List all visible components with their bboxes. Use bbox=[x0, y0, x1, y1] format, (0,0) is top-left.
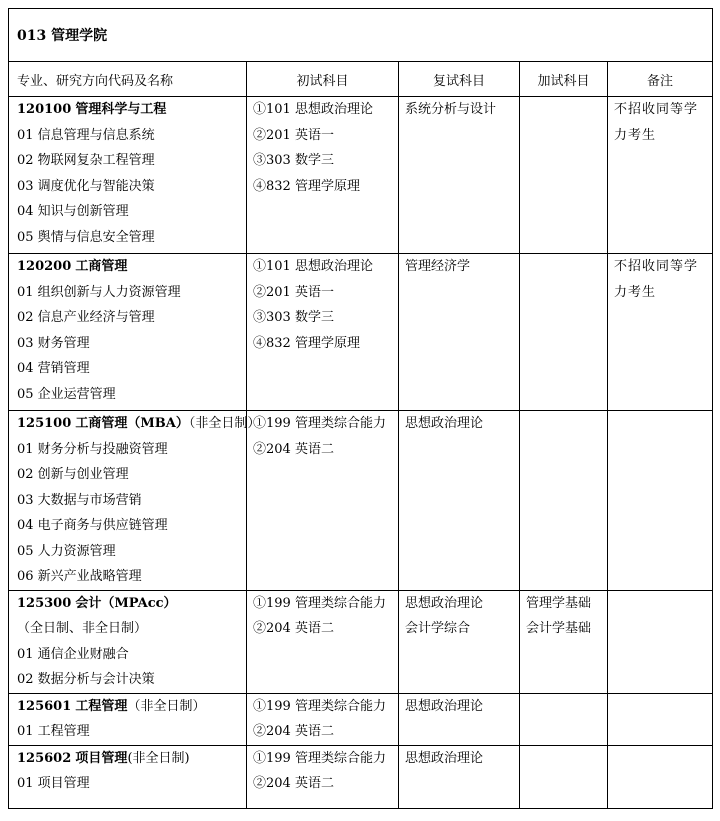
major-heading bbox=[9, 746, 246, 772]
header-row bbox=[9, 62, 713, 97]
direction-item: 04 营销管理 bbox=[17, 361, 90, 376]
table-row bbox=[9, 693, 713, 745]
direction-item: 01 通信企业财融合 bbox=[17, 646, 129, 662]
retest-cell bbox=[399, 97, 520, 254]
major-code: 125100 bbox=[17, 416, 72, 431]
major-name: 工程管理 bbox=[75, 698, 128, 714]
initial-exam-item: ②204 英语二 bbox=[253, 776, 334, 791]
initial-exam-item: ③303 数学三 bbox=[253, 310, 334, 325]
major-suffix: (非全日制) bbox=[127, 750, 190, 766]
initial-exam-cell bbox=[247, 693, 399, 745]
retest-item: 系统分析与设计 bbox=[405, 102, 497, 117]
extra-exam-cell bbox=[520, 254, 608, 411]
extra-exam-cell bbox=[520, 411, 608, 591]
major-heading bbox=[9, 254, 246, 280]
direction-item: 05 舆情与信息安全管理 bbox=[17, 229, 155, 245]
retest-item: 思想政治理论 bbox=[405, 750, 484, 766]
note-item: 不招收同等学 bbox=[614, 102, 699, 117]
direction-item: 03 大数据与市场营销 bbox=[17, 492, 142, 508]
direction-item: 03 调度优化与智能决策 bbox=[17, 178, 155, 194]
initial-exam-item: ①101 思想政治理论 bbox=[253, 259, 373, 274]
major-name: 管理科学与工程 bbox=[75, 102, 167, 117]
table-row bbox=[9, 590, 713, 693]
table-row bbox=[9, 745, 713, 808]
major-cell bbox=[9, 411, 261, 591]
major-suffix: （非全日制） bbox=[188, 416, 261, 431]
initial-exam-item: ②204 英语二 bbox=[253, 621, 334, 636]
major-heading bbox=[9, 694, 246, 720]
direction-item: 01 工程管理 bbox=[17, 724, 90, 739]
direction-item: 04 电子商务与供应链管理 bbox=[17, 518, 168, 533]
note-cell bbox=[608, 254, 713, 411]
retest-item: 会计学综合 bbox=[405, 621, 471, 636]
retest-cell bbox=[399, 590, 520, 693]
initial-exam-item: ①199 管理类综合能力 bbox=[253, 416, 386, 431]
initial-exam-item: ④832 管理学原理 bbox=[253, 178, 360, 194]
initial-exam-cell bbox=[247, 97, 399, 254]
note-cell bbox=[608, 590, 713, 693]
major-cell bbox=[9, 590, 247, 693]
school-title: 013 管理学院 bbox=[9, 9, 713, 62]
header-major: 专业、研究方向代码及名称 bbox=[9, 62, 247, 97]
major-code: 125602 bbox=[17, 750, 72, 766]
initial-exam-item: ②201 英语一 bbox=[253, 127, 334, 143]
direction-item: 05 人力资源管理 bbox=[17, 543, 116, 559]
initial-exam-cell bbox=[247, 254, 399, 411]
initial-exam-item: ②204 英语二 bbox=[253, 724, 334, 739]
initial-exam-cell bbox=[247, 411, 399, 591]
note-cell bbox=[608, 97, 713, 254]
major-cell bbox=[9, 254, 247, 411]
initial-exam-item: ②201 英语一 bbox=[253, 284, 334, 300]
note-cell bbox=[608, 745, 713, 808]
program-table bbox=[8, 8, 713, 809]
initial-exam-item: ①101 思想政治理论 bbox=[253, 102, 373, 117]
initial-exam-item: ①199 管理类综合能力 bbox=[253, 595, 386, 611]
extra-exam-cell bbox=[520, 693, 608, 745]
direction-item: 06 新兴产业战略管理 bbox=[17, 569, 142, 584]
note-item: 力考生 bbox=[614, 127, 657, 143]
retest-cell bbox=[399, 254, 520, 411]
major-name: 工商管理 bbox=[75, 259, 128, 274]
initial-exam-item: ①199 管理类综合能力 bbox=[253, 750, 386, 766]
direction-item: 01 财务分析与投融资管理 bbox=[17, 441, 168, 457]
major-code: 120200 bbox=[17, 259, 72, 274]
direction-item: 02 创新与创业管理 bbox=[17, 467, 129, 482]
major-cell bbox=[9, 97, 247, 254]
major-study-mode: （全日制、非全日制） bbox=[17, 621, 148, 636]
major-cell bbox=[9, 693, 247, 745]
extra-exam-cell bbox=[520, 590, 608, 693]
header-notes: 备注 bbox=[608, 62, 713, 97]
table-row bbox=[9, 97, 713, 254]
initial-exam-item: ①199 管理类综合能力 bbox=[253, 698, 386, 714]
note-cell bbox=[608, 693, 713, 745]
header-retest: 复试科目 bbox=[399, 62, 520, 97]
note-item: 力考生 bbox=[614, 284, 657, 300]
major-heading bbox=[9, 97, 246, 123]
table-row bbox=[9, 254, 713, 411]
header-initial-exam: 初试科目 bbox=[247, 62, 399, 97]
retest-item: 思想政治理论 bbox=[405, 595, 484, 611]
header-extra-exam: 加试科目 bbox=[520, 62, 608, 97]
initial-exam-item: ④832 管理学原理 bbox=[253, 335, 360, 351]
direction-item: 02 信息产业经济与管理 bbox=[17, 310, 155, 325]
extra-exam-item: 会计学基础 bbox=[526, 621, 592, 636]
direction-item: 05 企业运营管理 bbox=[17, 386, 116, 402]
major-heading bbox=[9, 591, 246, 617]
title-row bbox=[9, 9, 713, 62]
direction-item: 04 知识与创新管理 bbox=[17, 204, 129, 219]
retest-cell bbox=[399, 411, 520, 591]
extra-exam-cell bbox=[520, 745, 608, 808]
initial-exam-cell bbox=[247, 745, 399, 808]
major-cell bbox=[9, 745, 247, 808]
initial-exam-cell bbox=[247, 590, 399, 693]
retest-cell bbox=[399, 745, 520, 808]
major-suffix: （非全日制） bbox=[127, 698, 206, 714]
retest-cell bbox=[399, 693, 520, 745]
major-code: 125601 bbox=[17, 698, 72, 714]
direction-item: 02 物联网复杂工程管理 bbox=[17, 153, 155, 168]
major-heading bbox=[9, 411, 261, 437]
major-name: 工商管理（MBA） bbox=[75, 416, 189, 431]
major-name: 项目管理 bbox=[75, 750, 128, 766]
retest-item: 管理经济学 bbox=[405, 259, 471, 274]
initial-exam-item: ③303 数学三 bbox=[253, 153, 334, 168]
extra-exam-item: 管理学基础 bbox=[526, 595, 592, 611]
table-row bbox=[9, 411, 713, 591]
note-item: 不招收同等学 bbox=[614, 259, 699, 274]
major-code: 120100 bbox=[17, 102, 72, 117]
retest-item: 思想政治理论 bbox=[405, 698, 484, 714]
extra-exam-cell bbox=[520, 97, 608, 254]
direction-item: 01 信息管理与信息系统 bbox=[17, 127, 155, 143]
direction-item: 03 财务管理 bbox=[17, 335, 90, 351]
direction-item: 02 数据分析与会计决策 bbox=[17, 672, 155, 687]
direction-item: 01 项目管理 bbox=[17, 776, 90, 791]
major-code: 125300 bbox=[17, 595, 72, 611]
retest-item: 思想政治理论 bbox=[405, 416, 484, 431]
direction-item: 01 组织创新与人力资源管理 bbox=[17, 284, 181, 300]
note-cell bbox=[608, 411, 713, 591]
initial-exam-item: ②204 英语二 bbox=[253, 441, 334, 457]
major-name: 会计（MPAcc） bbox=[75, 595, 177, 611]
